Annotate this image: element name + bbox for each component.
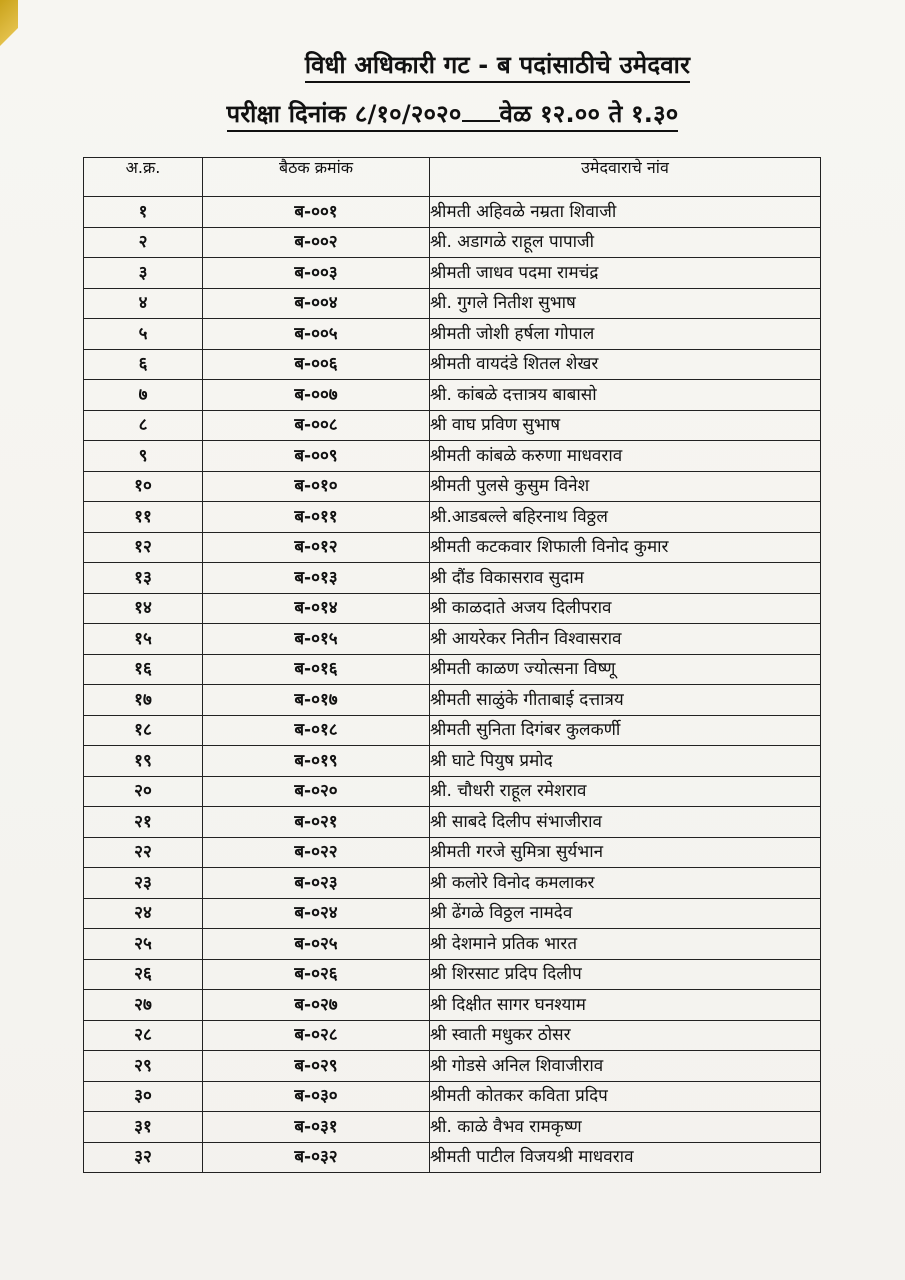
serial-number-cell: ३० [84,1081,203,1112]
serial-number-cell: २४ [84,898,203,929]
serial-number-cell: ३१ [84,1112,203,1143]
seat-number-cell: ब-०२५ [203,929,430,960]
candidate-name-cell: श्री वाघ प्रविण सुभाष [430,410,821,441]
table-row [84,685,821,716]
seat-number-cell: ब-०२० [203,776,430,807]
serial-number-cell: २५ [84,929,203,960]
candidate-name-cell: श्रीमती जाधव पदमा रामचंद्र [430,258,821,289]
serial-number-cell: २ [84,227,203,258]
seat-number-cell: ब-०३१ [203,1112,430,1143]
candidate-name-cell: श्रीमती कटकवार शिफाली विनोद कुमार [430,532,821,563]
seat-number-cell: ब-००३ [203,258,430,289]
seat-number-cell: ब-००९ [203,441,430,472]
serial-number-cell: १७ [84,685,203,716]
table-row [84,288,821,319]
table-row [84,471,821,502]
serial-number-cell: ५ [84,319,203,350]
table-row [84,1051,821,1082]
seat-number-cell: ब-०२८ [203,1020,430,1051]
table-header-row [84,158,821,197]
candidate-name-cell: श्रीमती गरजे सुमित्रा सुर्यभान [430,837,821,868]
table-row [84,1142,821,1173]
serial-number-cell: १३ [84,563,203,594]
seat-number-cell: ब-०२७ [203,990,430,1021]
table-row [84,746,821,777]
seat-number-cell: ब-००२ [203,227,430,258]
serial-number-cell: १६ [84,654,203,685]
document-title [120,48,875,81]
serial-number-cell: २२ [84,837,203,868]
table-row [84,410,821,441]
seat-number-cell: ब-०१४ [203,593,430,624]
serial-number-cell: १ [84,197,203,228]
table-row [84,441,821,472]
table-row [84,959,821,990]
column-header-serial: अ.क्र. [84,158,203,197]
table-row [84,990,821,1021]
table-row [84,319,821,350]
seat-number-cell: ब-००८ [203,410,430,441]
exam-date: परीक्षा दिनांक ८/१०/२०२० [226,100,462,128]
seat-number-cell: ब-०२१ [203,807,430,838]
candidate-name-cell: श्री कलोरे विनोद कमलाकर [430,868,821,899]
seat-number-cell: ब-००१ [203,197,430,228]
candidate-name-cell: श्री. चौधरी राहूल रमेशराव [430,776,821,807]
title-line-1: विधी अधिकारी गट - ब पदांसाठीचे उमेदवार [305,51,690,83]
serial-number-cell: १५ [84,624,203,655]
table-row [84,929,821,960]
table-row [84,776,821,807]
seat-number-cell: ब-०२९ [203,1051,430,1082]
candidate-name-cell: श्री. गुगले नितीश सुभाष [430,288,821,319]
candidate-name-cell: श्रीमती पुलसे कुसुम विनेश [430,471,821,502]
candidate-name-cell: श्री साबदे दिलीप संभाजीराव [430,807,821,838]
candidate-name-cell: श्री स्वाती मधुकर ठोसर [430,1020,821,1051]
seat-number-cell: ब-०३२ [203,1142,430,1173]
serial-number-cell: ३ [84,258,203,289]
seat-number-cell: ब-०१७ [203,685,430,716]
candidate-name-cell: श्री ढेंगळे विठ्ठल नामदेव [430,898,821,929]
table-row [84,1112,821,1143]
serial-number-cell: ४ [84,288,203,319]
serial-number-cell: २३ [84,868,203,899]
seat-number-cell: ब-०११ [203,502,430,533]
candidate-name-cell: श्रीमती कोतकर कविता प्रदिप [430,1081,821,1112]
seat-number-cell: ब-०१२ [203,532,430,563]
exam-time: वेळ १२.०० ते १.३० [499,100,679,128]
candidate-name-cell: श्री. काळे वैभव रामकृष्ण [430,1112,821,1143]
table-row [84,1020,821,1051]
candidate-name-cell: श्री. कांबळे दत्तात्रय बाबासो [430,380,821,411]
table-body [84,197,821,1173]
candidate-name-cell: श्री काळदाते अजय दिलीपराव [430,593,821,624]
seat-number-cell: ब-०१५ [203,624,430,655]
seat-number-cell: ब-०२६ [203,959,430,990]
seat-number-cell: ब-००७ [203,380,430,411]
seat-number-cell: ब-०२४ [203,898,430,929]
seat-number-cell: ब-००६ [203,349,430,380]
table-row [84,654,821,685]
table-row [84,1081,821,1112]
table-row [84,715,821,746]
column-header-seat: बैठक क्रमांक [203,158,430,197]
seat-number-cell: ब-०१९ [203,746,430,777]
table-row [84,898,821,929]
candidate-name-cell: श्री. अडागळे राहूल पापाजी [430,227,821,258]
seat-number-cell: ब-०३० [203,1081,430,1112]
candidate-table [83,157,821,1173]
serial-number-cell: १४ [84,593,203,624]
candidate-name-cell: श्री.आडबल्ले बहिरनाथ विठ्ठल [430,502,821,533]
seat-number-cell: ब-०१६ [203,654,430,685]
candidate-name-cell: श्री देशमाने प्रतिक भारत [430,929,821,960]
table-row [84,197,821,228]
candidate-name-cell: श्री दिक्षीत सागर घनश्याम [430,990,821,1021]
column-header-name: उमेदवाराचे नांव [430,158,821,197]
serial-number-cell: १८ [84,715,203,746]
table-row [84,380,821,411]
seat-number-cell: ब-००५ [203,319,430,350]
serial-number-cell: २१ [84,807,203,838]
exam-date-time [227,100,679,132]
serial-number-cell: २६ [84,959,203,990]
table-row [84,593,821,624]
table-row [84,624,821,655]
seat-number-cell: ब-००४ [203,288,430,319]
serial-number-cell: २० [84,776,203,807]
serial-number-cell: ७ [84,380,203,411]
candidate-name-cell: श्रीमती सुनिता दिगंबर कुलकर्णी [430,715,821,746]
serial-number-cell: १९ [84,746,203,777]
candidate-name-cell: श्रीमती साळुंके गीताबाई दत्तात्रय [430,685,821,716]
table-row [84,563,821,594]
seat-number-cell: ब-०२२ [203,837,430,868]
serial-number-cell: ८ [84,410,203,441]
serial-number-cell: २७ [84,990,203,1021]
serial-number-cell: ९ [84,441,203,472]
seat-number-cell: ब-०२३ [203,868,430,899]
candidate-name-cell: श्रीमती वायदंडे शितल शेखर [430,349,821,380]
serial-number-cell: ११ [84,502,203,533]
serial-number-cell: ३२ [84,1142,203,1173]
candidate-name-cell: श्री गोडसे अनिल शिवाजीराव [430,1051,821,1082]
candidate-name-cell: श्री घाटे पियुष प्रमोद [430,746,821,777]
candidate-name-cell: श्रीमती काळण ज्योत्सना विष्णू [430,654,821,685]
candidate-name-cell: श्री दौंड विकासराव सुदाम [430,563,821,594]
candidate-name-cell: श्रीमती अहिवळे नम्रता शिवाजी [430,197,821,228]
seat-number-cell: ब-०१३ [203,563,430,594]
table-row [84,807,821,838]
table-row [84,837,821,868]
table-row [84,502,821,533]
paper-corner [0,0,18,58]
table-row [84,868,821,899]
table-row [84,227,821,258]
table-row [84,349,821,380]
table-row [84,258,821,289]
table-row [84,532,821,563]
serial-number-cell: १२ [84,532,203,563]
serial-number-cell: ६ [84,349,203,380]
candidate-name-cell: श्री आयरेकर नितीन विश्वासराव [430,624,821,655]
serial-number-cell: २८ [84,1020,203,1051]
serial-number-cell: १० [84,471,203,502]
candidate-name-cell: श्रीमती जोशी हर्षला गोपाल [430,319,821,350]
candidate-name-cell: श्रीमती पाटील विजयश्री माधवराव [430,1142,821,1173]
candidate-name-cell: श्री शिरसाट प्रदिप दिलीप [430,959,821,990]
seat-number-cell: ब-०१८ [203,715,430,746]
exam-schedule [40,97,865,130]
candidate-name-cell: श्रीमती कांबळे करुणा माधवराव [430,441,821,472]
seat-number-cell: ब-०१० [203,471,430,502]
serial-number-cell: २९ [84,1051,203,1082]
